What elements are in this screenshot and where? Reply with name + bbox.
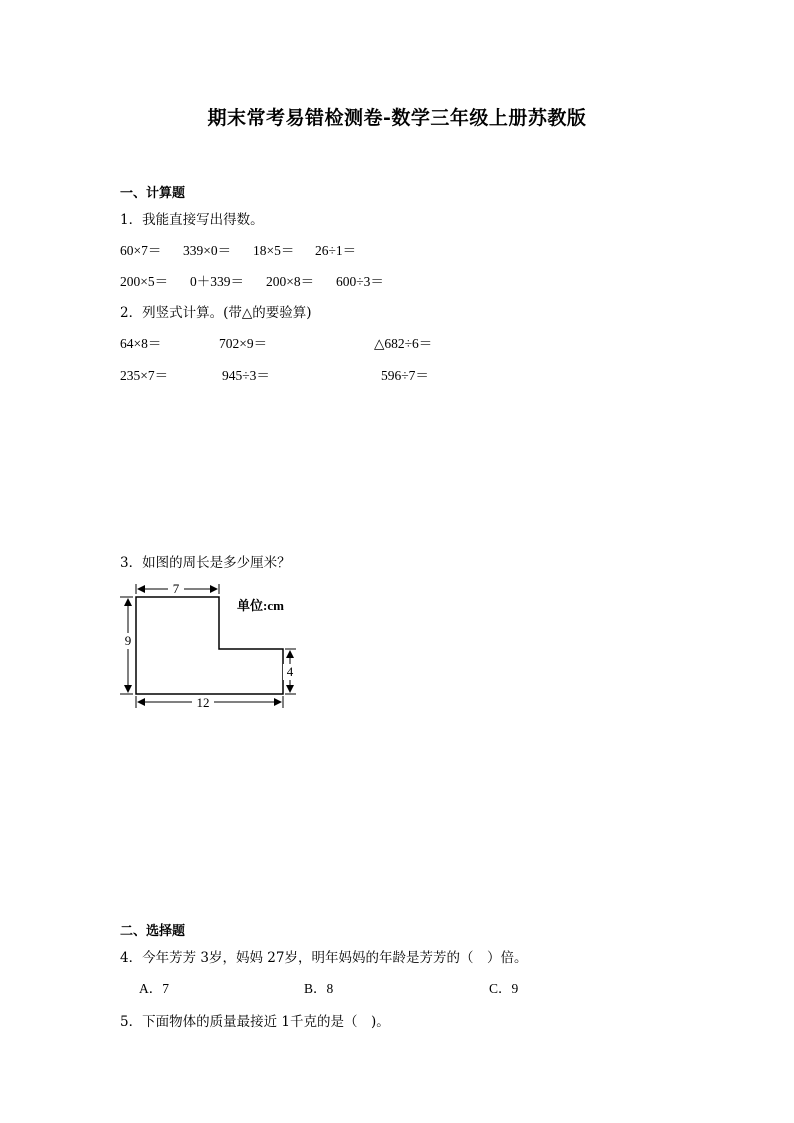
q1-expression: 26÷1＝: [315, 243, 357, 258]
q1-expression: 600÷3＝: [336, 274, 384, 289]
question-1-text: 1．我能直接写出得数。: [120, 212, 264, 228]
question-5-text: 5．下面物体的质量最接近 1千克的是（ )。: [120, 1014, 390, 1030]
q2-expression: 235×7＝: [120, 368, 169, 383]
top-dimension-label: 7: [172, 581, 180, 596]
q1-expression: 60×7＝: [120, 243, 162, 258]
q2-expression: 945÷3＝: [222, 368, 270, 383]
l-shape-figure: [116, 580, 316, 715]
left-dimension-label: 9: [124, 633, 132, 648]
q1-expression: 18×5＝: [253, 243, 295, 258]
page-title: 期末常考易错检测卷-数学三年级上册苏教版: [207, 107, 587, 129]
q1-expression: 200×8＝: [266, 274, 315, 289]
q4-option-c: C．9: [489, 981, 519, 996]
section-heading-calculation: 一、计算题: [120, 186, 186, 201]
q1-expression: 339×0＝: [183, 243, 232, 258]
q2-expression: 596÷7＝: [381, 368, 429, 383]
question-4-text: 4．今年芳芳 3岁，妈妈 27岁，明年妈妈的年龄是芳芳的（ ）倍。: [120, 950, 528, 966]
question-2-text: 2．列竖式计算。(带△的要验算): [120, 305, 312, 321]
right-dimension-label: 4: [286, 664, 294, 679]
q4-option-b: B．8: [304, 981, 334, 996]
q2-expression: △682÷6＝: [374, 336, 433, 351]
q1-expression: 200×5＝: [120, 274, 169, 289]
q1-expression: 0＋339＝: [190, 274, 244, 289]
q4-option-a: A．7: [139, 981, 169, 996]
unit-label: 单位:cm: [237, 598, 284, 613]
q2-expression: 64×8＝: [120, 336, 162, 351]
section-heading-choice: 二、选择题: [120, 924, 186, 939]
question-3-text: 3．如图的周长是多少厘米？: [120, 555, 291, 571]
q2-expression: 702×9＝: [219, 336, 268, 351]
bottom-dimension-label: 12: [196, 695, 210, 710]
